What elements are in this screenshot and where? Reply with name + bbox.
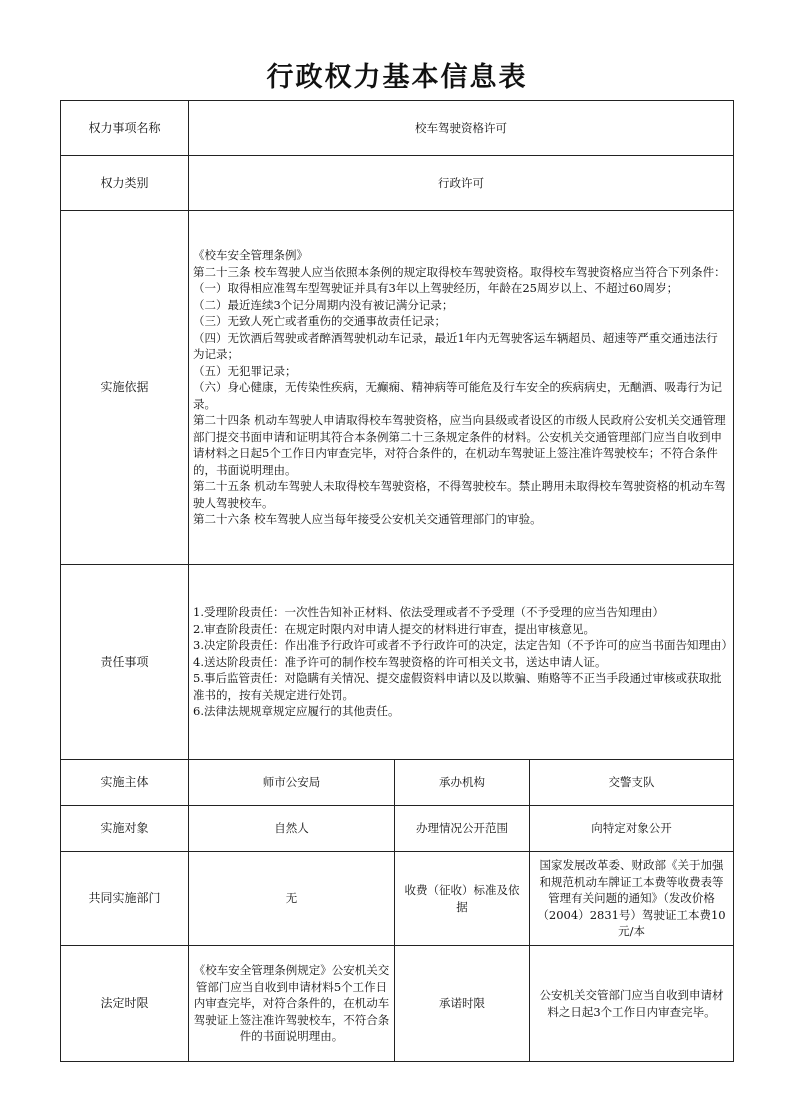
basis-label: 实施依据	[61, 211, 189, 565]
promise-value: 公安机关交管部门应当自收到申请材料之日起3个工作日内审查完毕。	[530, 946, 734, 1062]
subject-value: 师市公安局	[189, 760, 395, 806]
basis-line: 第二十四条 机动车驾驶人申请取得校车驾驶资格，应当向县级或者设区的市级人民政府公安机关交通管理部门提交书面申请和证明其符合本条例第二十三条规定条件的材料。公安机关交通管理部门应当自收到申请材料之日起5个工作日内审查完毕，对符合条件的，在机动车驾驶证上签注准许驾驶校车；不符合条件的，书面说明理由。	[193, 413, 726, 477]
subject-label: 实施主体	[61, 760, 189, 806]
name-value: 校车驾驶资格许可	[189, 101, 734, 156]
table-row	[61, 101, 734, 156]
basis-line: （六）身心健康，无传染性疾病，无癫痫、精神病等可能危及行车安全的疾病病史，无酗酒、吸毒行为记录。	[193, 380, 722, 411]
promise-label: 承诺时限	[395, 946, 530, 1062]
disclosure-value: 向特定对象公开	[530, 806, 734, 852]
duty-line: 6.法律法规规章规定应履行的其他责任。	[193, 704, 400, 719]
duties-label: 责任事项	[61, 565, 189, 760]
duty-line: 5.事后监管责任：对隐瞒有关情况、提交虚假资料申请以及以欺骗、贿赂等不正当手段通过审核或获取批准书的，按有关规定进行处罚。	[193, 671, 722, 702]
agency-label: 承办机构	[395, 760, 530, 806]
info-table	[60, 100, 734, 1062]
basis-line: （五）无犯罪记录；	[193, 363, 297, 378]
target-label: 实施对象	[61, 806, 189, 852]
joint-label: 共同实施部门	[61, 852, 189, 946]
category-value: 行政许可	[189, 156, 734, 211]
limit-value: 《校车安全管理条例规定》公安机关交管部门应当自收到申请材料5个工作日内审查完毕，对符合条件的，在机动车驾驶证上签注准许驾驶校车，不符合条件的书面说明理由。	[189, 946, 395, 1062]
basis-line: （四）无饮酒后驾驶或者醉酒驾驶机动车记录，最近1年内无驾驶客运车辆超员、超速等严重交通违法行为记录；	[193, 330, 718, 362]
table-row	[61, 565, 734, 760]
duty-line: 4.送达阶段责任：准予许可的制作校车驾驶资格的许可相关文书，送达申请人证。	[193, 654, 607, 669]
duty-line: 2.审查阶段责任：在规定时限内对申请人提交的材料进行审查，提出审核意见。	[193, 621, 595, 636]
agency-value: 交警支队	[530, 760, 734, 806]
joint-value: 无	[189, 852, 395, 946]
basis-line: 第二十三条 校车驾驶人应当依照本条例的规定取得校车驾驶资格。取得校车驾驶资格应当符合下列条件：	[193, 264, 726, 279]
duty-line: 3.决定阶段责任：作出准予行政许可或者不予行政许可的决定，法定告知（不予许可的应当书面告知理由）	[193, 638, 733, 653]
disclosure-label: 办理情况公开范围	[395, 806, 530, 852]
basis-line: （二）最近连续3个记分周期内没有被记满分记录；	[193, 297, 454, 312]
basis-line: 《校车安全管理条例》	[193, 248, 308, 263]
table-row	[61, 852, 734, 946]
table-row	[61, 156, 734, 211]
basis-line: （三）无致人死亡或者重伤的交通事故责任记录；	[193, 314, 446, 329]
fee-value: 国家发展改革委、财政部《关于加强和规范机动车牌证工本费等收费表等管理有关问题的通知》（发改价格（2004）2831号）驾驶证工本费10元/本	[530, 852, 734, 946]
duty-line: 1.受理阶段责任：一次性告知补正材料、依法受理或者不予受理（不予受理的应当告知理由）	[193, 605, 664, 620]
fee-label: 收费（征收）标准及依据	[395, 852, 530, 946]
basis-content	[189, 211, 734, 565]
page-title: 行政权力基本信息表	[266, 62, 528, 93]
duties-content	[189, 565, 734, 760]
table-row	[61, 806, 734, 852]
table-row	[61, 211, 734, 565]
name-label: 权力事项名称	[61, 101, 189, 156]
basis-line: （一）取得相应准驾车型驾驶证并具有3年以上驾驶经历，年龄在25周岁以上、不超过60周岁；	[193, 281, 679, 296]
basis-line: 第二十五条 机动车驾驶人未取得校车驾驶资格，不得驾驶校车。禁止聘用未取得校车驾驶资格的机动车驾驶人驾驶校车。	[193, 479, 726, 510]
target-value: 自然人	[189, 806, 395, 852]
table-row	[61, 946, 734, 1062]
limit-label: 法定时限	[61, 946, 189, 1062]
basis-line: 第二十六条 校车驾驶人应当每年接受公安机关交通管理部门的审验。	[193, 512, 542, 527]
table-row	[61, 760, 734, 806]
category-label: 权力类别	[61, 156, 189, 211]
